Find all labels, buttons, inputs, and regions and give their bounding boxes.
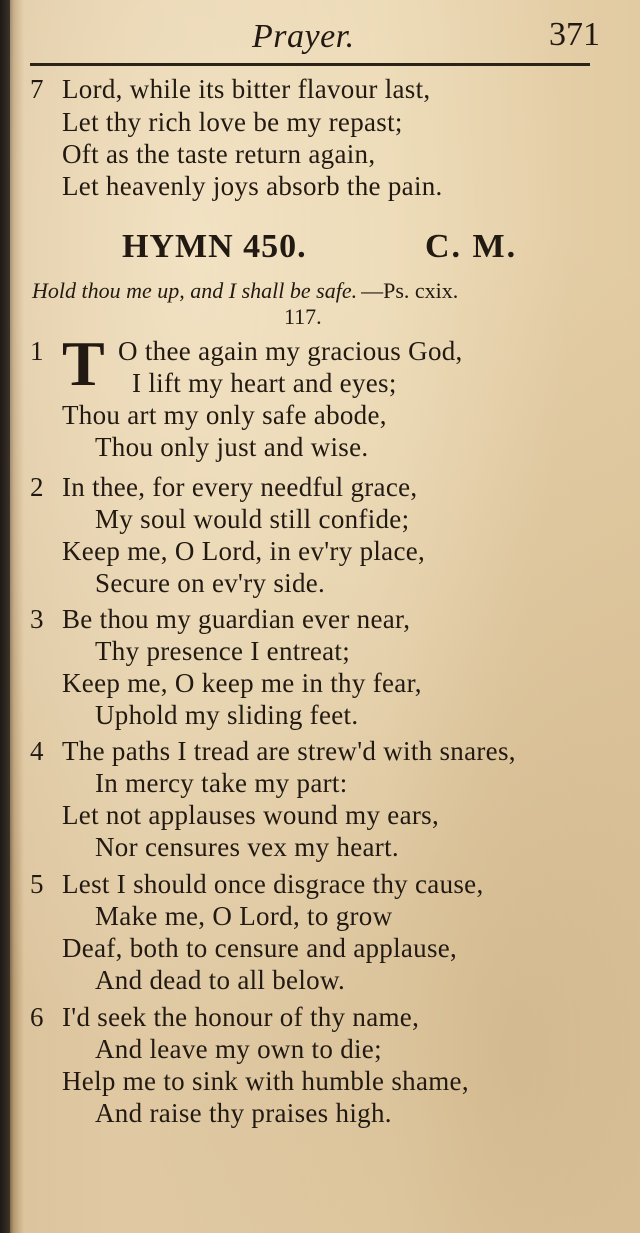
verse-line: The paths I tread are strew'd with snares, <box>62 736 516 766</box>
verse-line: Lord, while its bitter flavour last, <box>62 74 431 104</box>
hymn-meter: C. M. <box>425 228 518 265</box>
verse-line: Let heavenly joys absorb the pain. <box>62 171 443 201</box>
verse-line: Thou art my only safe abode, <box>62 400 387 430</box>
stanza-number: 7 <box>30 74 44 104</box>
verse-line: Thou only just and wise. <box>95 432 369 462</box>
verse-line: Nor censures vex my heart. <box>95 832 399 862</box>
stanza-number: 3 <box>30 604 44 634</box>
verse-line: Let thy rich love be my repast; <box>62 107 403 137</box>
verse-line: Be thou my guardian ever near, <box>62 604 411 634</box>
verse-line: Secure on ev'ry side. <box>95 568 326 598</box>
epigraph-text: Hold thou me up, and I shall be safe. <box>32 278 358 303</box>
epigraph-reference-continued: 117. <box>284 304 322 329</box>
stanza-number: 2 <box>30 472 44 502</box>
verse-line: In mercy take my part: <box>95 768 348 798</box>
stanza-number: 6 <box>30 1002 44 1032</box>
verse-line: And raise thy praises high. <box>95 1098 392 1128</box>
verse-line: Make me, O Lord, to grow <box>95 901 393 931</box>
verse-line: Help me to sink with humble shame, <box>62 1066 469 1096</box>
verse-line: And leave my own to die; <box>95 1034 382 1064</box>
verse-line: O thee again my gracious God, <box>118 336 463 366</box>
page-number: 371 <box>549 16 600 53</box>
running-title: Prayer. <box>252 18 355 55</box>
verse-line: I lift my heart and eyes; <box>132 368 397 398</box>
drop-cap: T <box>62 328 105 399</box>
verse-line: Lest I should once disgrace thy cause, <box>62 869 484 899</box>
verse-line: Thy presence I entreat; <box>95 636 351 666</box>
hymn-title: HYMN 450. <box>122 228 307 265</box>
stanza-number: 1 <box>30 336 44 366</box>
hymn-epigraph <box>32 278 602 304</box>
stanza-number: 4 <box>30 736 44 766</box>
page-header <box>30 14 600 62</box>
verse-line: I'd seek the honour of thy name, <box>62 1002 420 1032</box>
verse-line: My soul would still confide; <box>95 504 410 534</box>
book-spine <box>0 0 10 1233</box>
verse-line: Uphold my sliding feet. <box>95 700 359 730</box>
verse-line: Oft as the taste return again, <box>62 139 376 169</box>
verse-line: Let not applauses wound my ears, <box>62 800 440 830</box>
verse-line: In thee, for every needful grace, <box>62 472 418 502</box>
stanza-number: 5 <box>30 869 44 899</box>
header-rule <box>30 63 590 66</box>
verse-line: Deaf, both to censure and applause, <box>62 933 458 963</box>
verse-line: Keep me, O Lord, in ev'ry place, <box>62 536 426 566</box>
epigraph-reference: —Ps. cxix. <box>361 278 459 303</box>
verse-line: Keep me, O keep me in thy fear, <box>62 668 422 698</box>
verse-line: And dead to all below. <box>95 965 346 995</box>
